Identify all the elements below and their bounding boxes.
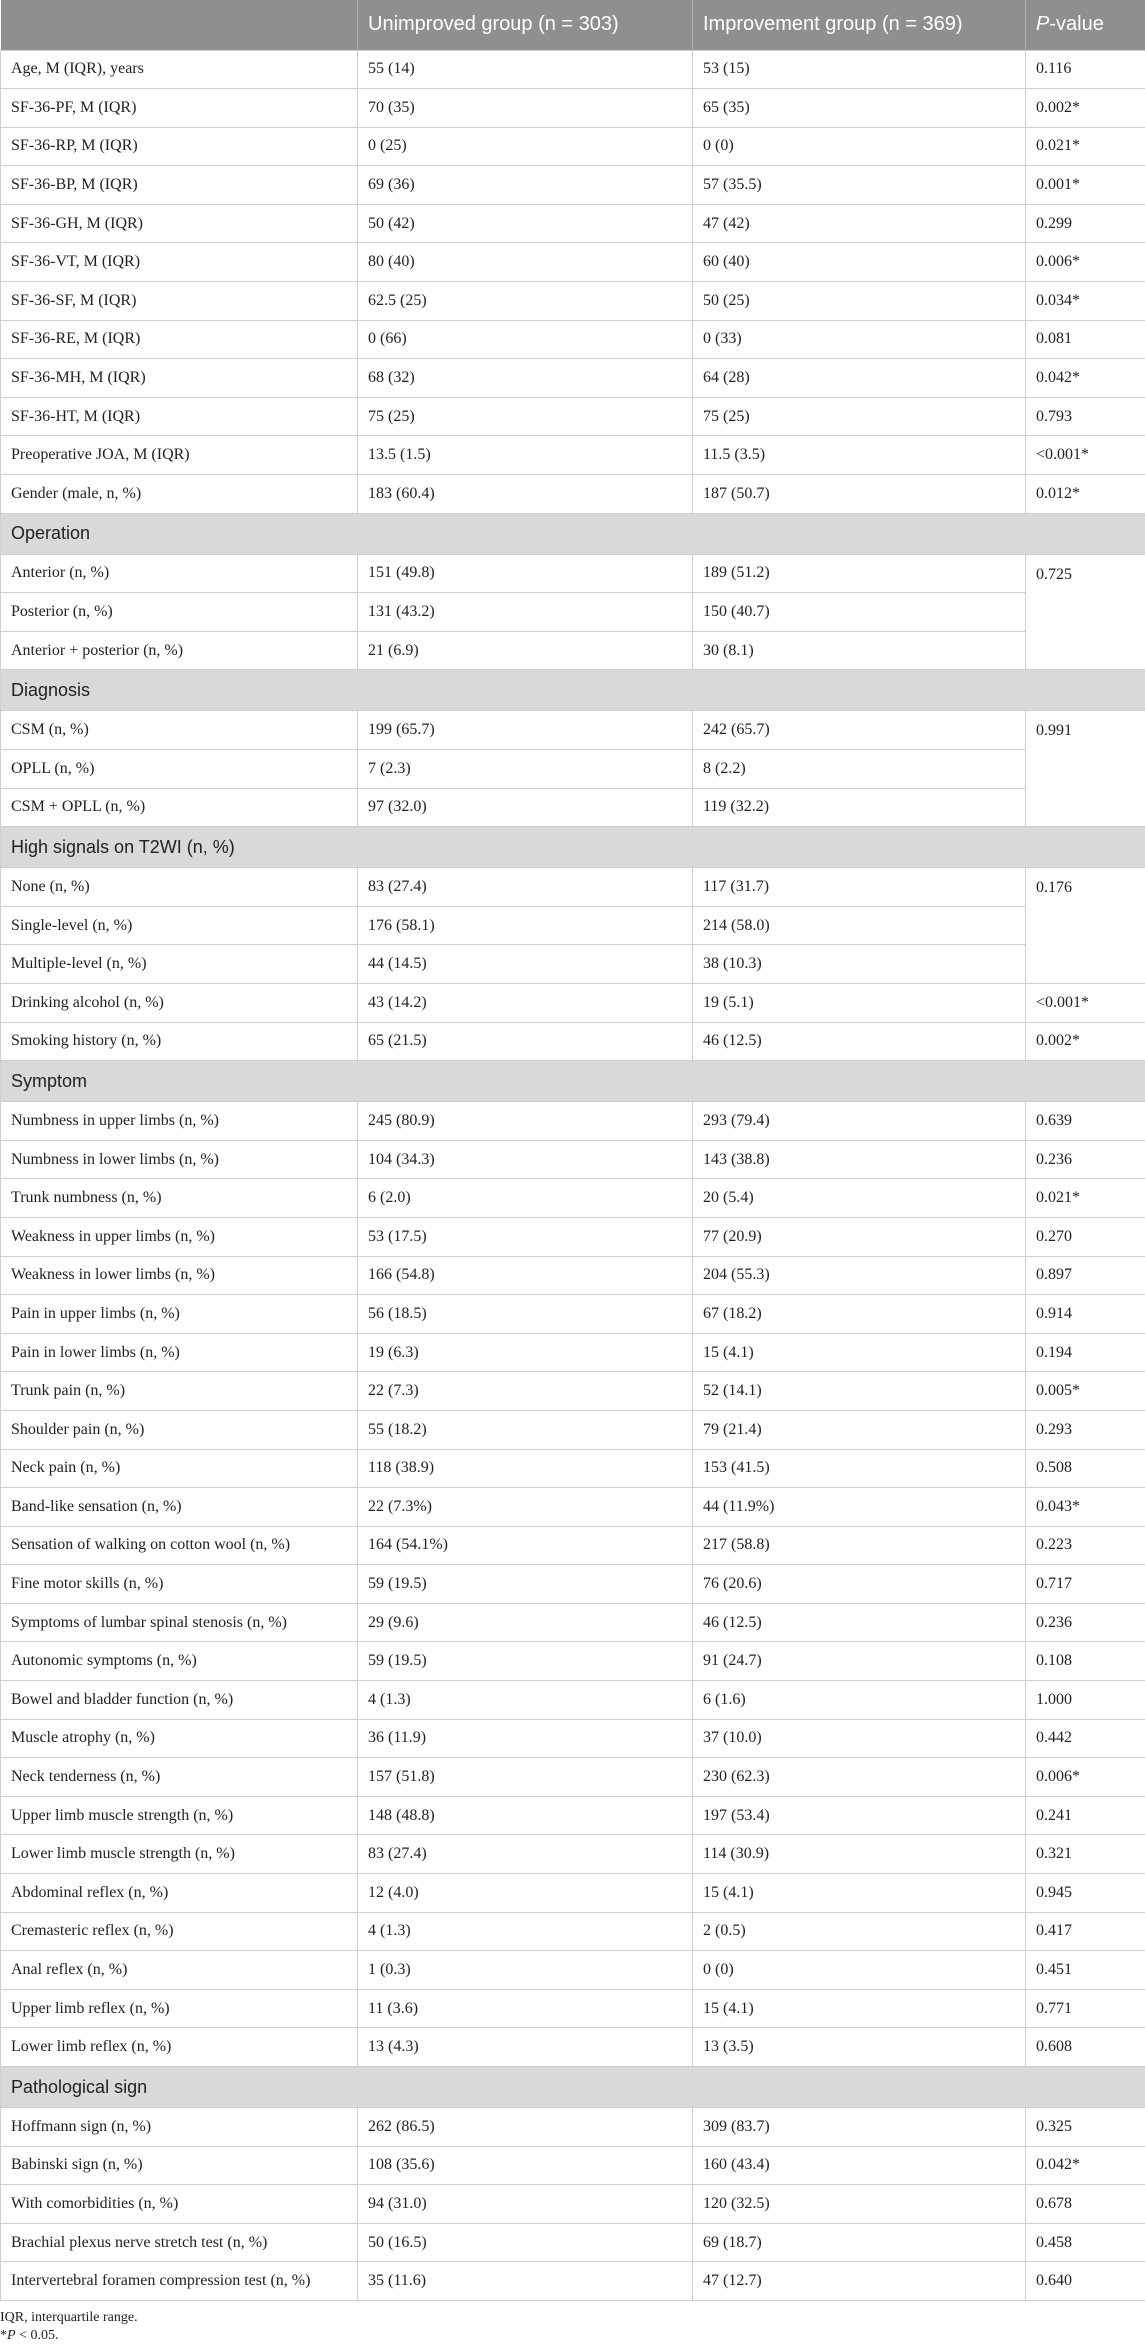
unimproved-value: 44 (14.5) <box>358 945 693 984</box>
table-row <box>1 1488 1145 1527</box>
unimproved-value: 56 (18.5) <box>358 1295 693 1334</box>
row-label: Neck pain (n, %) <box>1 1449 358 1488</box>
footnote-asterisk: * <box>0 2328 7 2343</box>
table-row <box>1 1179 1145 1218</box>
unimproved-value: 166 (54.8) <box>358 1256 693 1295</box>
p-value: 0.299 <box>1026 204 1145 243</box>
row-label: Band-like sensation (n, %) <box>1 1488 358 1527</box>
unimproved-value: 80 (40) <box>358 243 693 282</box>
improvement-value: 38 (10.3) <box>693 945 1026 984</box>
unimproved-value: 4 (1.3) <box>358 1681 693 1720</box>
unimproved-value: 59 (19.5) <box>358 1642 693 1681</box>
table-row <box>1 1758 1145 1797</box>
section-header-row <box>1 2067 1145 2108</box>
unimproved-value: 245 (80.9) <box>358 1102 693 1141</box>
row-label: Muscle atrophy (n, %) <box>1 1719 358 1758</box>
unimproved-value: 36 (11.9) <box>358 1719 693 1758</box>
row-label: Lower limb muscle strength (n, %) <box>1 1835 358 1874</box>
improvement-value: 52 (14.1) <box>693 1372 1026 1411</box>
unimproved-value: 0 (25) <box>358 127 693 166</box>
header-p-rest: -value <box>1049 13 1103 35</box>
table-row <box>1 2223 1145 2262</box>
section-header-row <box>1 670 1145 711</box>
row-label: Multiple-level (n, %) <box>1 945 358 984</box>
table-row <box>1 2262 1145 2301</box>
table-row <box>1 983 1145 1022</box>
p-value: 0.223 <box>1026 1526 1145 1565</box>
unimproved-value: 68 (32) <box>358 359 693 398</box>
header-p-value <box>1026 0 1145 50</box>
table-row <box>1 750 1145 789</box>
table-row <box>1 1333 1145 1372</box>
table-row <box>1 89 1145 128</box>
p-value: 0.021* <box>1026 127 1145 166</box>
row-label: Upper limb muscle strength (n, %) <box>1 1796 358 1835</box>
row-label: CSM (n, %) <box>1 711 358 750</box>
unimproved-value: 11 (3.6) <box>358 1989 693 2028</box>
unimproved-value: 7 (2.3) <box>358 750 693 789</box>
table-row <box>1 1372 1145 1411</box>
improvement-value: 153 (41.5) <box>693 1449 1026 1488</box>
table-row <box>1 475 1145 514</box>
row-label: Weakness in lower limbs (n, %) <box>1 1256 358 1295</box>
improvement-value: 76 (20.6) <box>693 1565 1026 1604</box>
p-value: 0.897 <box>1026 1256 1145 1295</box>
improvement-value: 117 (31.7) <box>693 868 1026 907</box>
p-value: 0.608 <box>1026 2028 1145 2067</box>
p-value: 0.042* <box>1026 2146 1145 2185</box>
row-label: Numbness in upper limbs (n, %) <box>1 1102 358 1141</box>
row-label: SF-36-GH, M (IQR) <box>1 204 358 243</box>
unimproved-value: 183 (60.4) <box>358 475 693 514</box>
improvement-value: 160 (43.4) <box>693 2146 1026 2185</box>
p-value: 0.006* <box>1026 1758 1145 1797</box>
improvement-value: 114 (30.9) <box>693 1835 1026 1874</box>
p-value: 0.002* <box>1026 1022 1145 1061</box>
unimproved-value: 97 (32.0) <box>358 788 693 827</box>
p-value: 0.417 <box>1026 1912 1145 1951</box>
improvement-value: 15 (4.1) <box>693 1874 1026 1913</box>
p-value: 0.945 <box>1026 1874 1145 1913</box>
row-label: Weakness in upper limbs (n, %) <box>1 1217 358 1256</box>
section-label: Pathological sign <box>1 2067 1145 2108</box>
table-row <box>1 1526 1145 1565</box>
table-row <box>1 1835 1145 1874</box>
table-row <box>1 359 1145 398</box>
p-value: 0.006* <box>1026 243 1145 282</box>
row-label: Anterior (n, %) <box>1 554 358 593</box>
row-label: Numbness in lower limbs (n, %) <box>1 1140 358 1179</box>
row-label: SF-36-HT, M (IQR) <box>1 397 358 436</box>
unimproved-value: 199 (65.7) <box>358 711 693 750</box>
row-label: Symptoms of lumbar spinal stenosis (n, %) <box>1 1603 358 1642</box>
row-label: Autonomic symptoms (n, %) <box>1 1642 358 1681</box>
table-row <box>1 166 1145 205</box>
unimproved-value: 35 (11.6) <box>358 2262 693 2301</box>
p-value: <0.001* <box>1026 983 1145 1022</box>
row-label: With comorbidities (n, %) <box>1 2185 358 2224</box>
table-row <box>1 1295 1145 1334</box>
section-label: Diagnosis <box>1 670 1145 711</box>
table-row <box>1 1796 1145 1835</box>
unimproved-value: 148 (48.8) <box>358 1796 693 1835</box>
table-row <box>1 1256 1145 1295</box>
improvement-value: 50 (25) <box>693 282 1026 321</box>
improvement-value: 0 (0) <box>693 1951 1026 1990</box>
table-row <box>1 788 1145 827</box>
table-row <box>1 397 1145 436</box>
improvement-value: 2 (0.5) <box>693 1912 1026 1951</box>
p-value: 0.717 <box>1026 1565 1145 1604</box>
p-value: 0.043* <box>1026 1488 1145 1527</box>
unimproved-value: 13.5 (1.5) <box>358 436 693 475</box>
p-value: 0.451 <box>1026 1951 1145 1990</box>
improvement-value: 15 (4.1) <box>693 1333 1026 1372</box>
p-value: 0.678 <box>1026 2185 1145 2224</box>
improvement-value: 37 (10.0) <box>693 1719 1026 1758</box>
p-value: <0.001* <box>1026 436 1145 475</box>
unimproved-value: 4 (1.3) <box>358 1912 693 1951</box>
p-value: 0.194 <box>1026 1333 1145 1372</box>
p-value: 0.042* <box>1026 359 1145 398</box>
row-label: Pain in lower limbs (n, %) <box>1 1333 358 1372</box>
row-label: Anterior + posterior (n, %) <box>1 631 358 670</box>
table-row <box>1 1102 1145 1141</box>
improvement-value: 20 (5.4) <box>693 1179 1026 1218</box>
table-row <box>1 711 1145 750</box>
p-value: 0.236 <box>1026 1603 1145 1642</box>
p-value: 0.012* <box>1026 475 1145 514</box>
row-label: Trunk pain (n, %) <box>1 1372 358 1411</box>
table-row <box>1 1874 1145 1913</box>
improvement-value: 150 (40.7) <box>693 593 1026 632</box>
table-row <box>1 1642 1145 1681</box>
unimproved-value: 12 (4.0) <box>358 1874 693 1913</box>
unimproved-value: 13 (4.3) <box>358 2028 693 2067</box>
improvement-value: 230 (62.3) <box>693 1758 1026 1797</box>
improvement-value: 197 (53.4) <box>693 1796 1026 1835</box>
row-label: SF-36-BP, M (IQR) <box>1 166 358 205</box>
footnote-p-italic: P <box>7 2328 16 2343</box>
p-value: 0.508 <box>1026 1449 1145 1488</box>
p-value: 0.442 <box>1026 1719 1145 1758</box>
row-label: Smoking history (n, %) <box>1 1022 358 1061</box>
row-label: None (n, %) <box>1 868 358 907</box>
improvement-value: 19 (5.1) <box>693 983 1026 1022</box>
unimproved-value: 55 (14) <box>358 50 693 89</box>
unimproved-value: 0 (66) <box>358 320 693 359</box>
unimproved-value: 65 (21.5) <box>358 1022 693 1061</box>
table-row <box>1 631 1145 670</box>
unimproved-value: 6 (2.0) <box>358 1179 693 1218</box>
table-footnotes <box>0 2301 1145 2345</box>
unimproved-value: 1 (0.3) <box>358 1951 693 1990</box>
row-label: Cremasteric reflex (n, %) <box>1 1912 358 1951</box>
p-value: 0.236 <box>1026 1140 1145 1179</box>
unimproved-value: 164 (54.1%) <box>358 1526 693 1565</box>
improvement-value: 65 (35) <box>693 89 1026 128</box>
footnote-p-rest: < 0.05. <box>16 2328 59 2343</box>
row-label: Shoulder pain (n, %) <box>1 1410 358 1449</box>
table-row <box>1 1951 1145 1990</box>
improvement-value: 47 (12.7) <box>693 2262 1026 2301</box>
improvement-value: 119 (32.2) <box>693 788 1026 827</box>
row-label: Preoperative JOA, M (IQR) <box>1 436 358 475</box>
unimproved-value: 59 (19.5) <box>358 1565 693 1604</box>
row-label: Anal reflex (n, %) <box>1 1951 358 1990</box>
p-value: 0.034* <box>1026 282 1145 321</box>
table-row <box>1 2028 1145 2067</box>
improvement-value: 15 (4.1) <box>693 1989 1026 2028</box>
improvement-value: 143 (38.8) <box>693 1140 1026 1179</box>
unimproved-value: 157 (51.8) <box>358 1758 693 1797</box>
row-label: Age, M (IQR), years <box>1 50 358 89</box>
row-label: Sensation of walking on cotton wool (n, %) <box>1 1526 358 1565</box>
table-header-row <box>1 0 1145 50</box>
improvement-value: 91 (24.7) <box>693 1642 1026 1681</box>
improvement-value: 44 (11.9%) <box>693 1488 1026 1527</box>
unimproved-value: 83 (27.4) <box>358 868 693 907</box>
improvement-value: 242 (65.7) <box>693 711 1026 750</box>
section-header-row <box>1 513 1145 554</box>
unimproved-value: 19 (6.3) <box>358 1333 693 1372</box>
unimproved-value: 21 (6.9) <box>358 631 693 670</box>
improvement-value: 69 (18.7) <box>693 2223 1026 2262</box>
unimproved-value: 69 (36) <box>358 166 693 205</box>
improvement-value: 46 (12.5) <box>693 1022 1026 1061</box>
table-row <box>1 1217 1145 1256</box>
improvement-value: 214 (58.0) <box>693 906 1026 945</box>
row-label: Neck tenderness (n, %) <box>1 1758 358 1797</box>
section-label: Operation <box>1 513 1145 554</box>
table-row <box>1 127 1145 166</box>
header-unimproved-group: Unimproved group (n = 303) <box>358 0 693 50</box>
unimproved-value: 94 (31.0) <box>358 2185 693 2224</box>
p-value: 0.081 <box>1026 320 1145 359</box>
table-row <box>1 1140 1145 1179</box>
row-label: Drinking alcohol (n, %) <box>1 983 358 1022</box>
unimproved-value: 151 (49.8) <box>358 554 693 593</box>
unimproved-value: 118 (38.9) <box>358 1449 693 1488</box>
row-label: Bowel and bladder function (n, %) <box>1 1681 358 1720</box>
p-value: 0.793 <box>1026 397 1145 436</box>
improvement-value: 47 (42) <box>693 204 1026 243</box>
unimproved-value: 22 (7.3) <box>358 1372 693 1411</box>
table-row <box>1 1603 1145 1642</box>
unimproved-value: 55 (18.2) <box>358 1410 693 1449</box>
table-row <box>1 1719 1145 1758</box>
row-label: Pain in upper limbs (n, %) <box>1 1295 358 1334</box>
p-value: 0.116 <box>1026 50 1145 89</box>
table-row <box>1 436 1145 475</box>
improvement-value: 57 (35.5) <box>693 166 1026 205</box>
improvement-value: 60 (40) <box>693 243 1026 282</box>
table-row <box>1 1912 1145 1951</box>
row-label: Trunk numbness (n, %) <box>1 1179 358 1218</box>
p-value: 0.914 <box>1026 1295 1145 1334</box>
p-value: 1.000 <box>1026 1681 1145 1720</box>
p-value: 0.293 <box>1026 1410 1145 1449</box>
p-value: 0.176 <box>1026 868 1145 984</box>
row-label: OPLL (n, %) <box>1 750 358 789</box>
improvement-value: 67 (18.2) <box>693 1295 1026 1334</box>
row-label: Upper limb reflex (n, %) <box>1 1989 358 2028</box>
row-label: SF-36-VT, M (IQR) <box>1 243 358 282</box>
table-row <box>1 593 1145 632</box>
p-value: 0.725 <box>1026 554 1145 670</box>
row-label: Abdominal reflex (n, %) <box>1 1874 358 1913</box>
improvement-value: 217 (58.8) <box>693 1526 1026 1565</box>
table-row <box>1 1410 1145 1449</box>
unimproved-value: 50 (42) <box>358 204 693 243</box>
table-row <box>1 2146 1145 2185</box>
improvement-value: 187 (50.7) <box>693 475 1026 514</box>
row-label: SF-36-SF, M (IQR) <box>1 282 358 321</box>
table-row <box>1 554 1145 593</box>
p-value: 0.639 <box>1026 1102 1145 1141</box>
unimproved-value: 70 (35) <box>358 89 693 128</box>
unimproved-value: 262 (86.5) <box>358 2108 693 2147</box>
unimproved-value: 131 (43.2) <box>358 593 693 632</box>
table-row <box>1 1449 1145 1488</box>
header-improvement-group: Improvement group (n = 369) <box>693 0 1026 50</box>
row-label: Intervertebral foramen compression test (n, %) <box>1 2262 358 2301</box>
row-label: Hoffmann sign (n, %) <box>1 2108 358 2147</box>
improvement-value: 8 (2.2) <box>693 750 1026 789</box>
improvement-value: 0 (33) <box>693 320 1026 359</box>
improvement-value: 30 (8.1) <box>693 631 1026 670</box>
improvement-value: 79 (21.4) <box>693 1410 1026 1449</box>
unimproved-value: 53 (17.5) <box>358 1217 693 1256</box>
table-row <box>1 243 1145 282</box>
unimproved-value: 176 (58.1) <box>358 906 693 945</box>
row-label: Brachial plexus nerve stretch test (n, %) <box>1 2223 358 2262</box>
table-row <box>1 50 1145 89</box>
section-header-row <box>1 827 1145 868</box>
row-label: Babinski sign (n, %) <box>1 2146 358 2185</box>
section-header-row <box>1 1061 1145 1102</box>
p-value: 0.321 <box>1026 1835 1145 1874</box>
improvement-value: 0 (0) <box>693 127 1026 166</box>
table-row <box>1 1681 1145 1720</box>
table-row <box>1 282 1145 321</box>
section-label: High signals on T2WI (n, %) <box>1 827 1145 868</box>
unimproved-value: 62.5 (25) <box>358 282 693 321</box>
p-value: 0.002* <box>1026 89 1145 128</box>
improvement-value: 64 (28) <box>693 359 1026 398</box>
table-row <box>1 320 1145 359</box>
table-row <box>1 1022 1145 1061</box>
improvement-value: 77 (20.9) <box>693 1217 1026 1256</box>
row-label: Posterior (n, %) <box>1 593 358 632</box>
row-label: SF-36-RE, M (IQR) <box>1 320 358 359</box>
section-label: Symptom <box>1 1061 1145 1102</box>
p-value: 0.270 <box>1026 1217 1145 1256</box>
p-value: 0.325 <box>1026 2108 1145 2147</box>
improvement-value: 120 (32.5) <box>693 2185 1026 2224</box>
table-row <box>1 868 1145 907</box>
unimproved-value: 108 (35.6) <box>358 2146 693 2185</box>
table-row <box>1 204 1145 243</box>
row-label: Fine motor skills (n, %) <box>1 1565 358 1604</box>
row-label: Single-level (n, %) <box>1 906 358 945</box>
unimproved-value: 50 (16.5) <box>358 2223 693 2262</box>
table-body <box>1 50 1145 2300</box>
p-value: 0.991 <box>1026 711 1145 827</box>
unimproved-value: 22 (7.3%) <box>358 1488 693 1527</box>
unimproved-value: 29 (9.6) <box>358 1603 693 1642</box>
row-label: Gender (male, n, %) <box>1 475 358 514</box>
p-value: 0.241 <box>1026 1796 1145 1835</box>
improvement-value: 204 (55.3) <box>693 1256 1026 1295</box>
p-value: 0.458 <box>1026 2223 1145 2262</box>
improvement-value: 6 (1.6) <box>693 1681 1026 1720</box>
row-label: SF-36-PF, M (IQR) <box>1 89 358 128</box>
footnote-iqr: IQR, interquartile range. <box>0 2309 1145 2327</box>
header-p-italic: P <box>1036 13 1049 35</box>
improvement-value: 189 (51.2) <box>693 554 1026 593</box>
row-label: SF-36-RP, M (IQR) <box>1 127 358 166</box>
p-value: 0.005* <box>1026 1372 1145 1411</box>
p-value: 0.640 <box>1026 2262 1145 2301</box>
p-value: 0.001* <box>1026 166 1145 205</box>
unimproved-value: 83 (27.4) <box>358 1835 693 1874</box>
p-value: 0.771 <box>1026 1989 1145 2028</box>
improvement-value: 293 (79.4) <box>693 1102 1026 1141</box>
header-variable <box>1 0 358 50</box>
table-row <box>1 945 1145 984</box>
unimproved-value: 75 (25) <box>358 397 693 436</box>
unimproved-value: 43 (14.2) <box>358 983 693 1022</box>
table-row <box>1 2108 1145 2147</box>
improvement-value: 309 (83.7) <box>693 2108 1026 2147</box>
table-row <box>1 906 1145 945</box>
row-label: SF-36-MH, M (IQR) <box>1 359 358 398</box>
row-label: Lower limb reflex (n, %) <box>1 2028 358 2067</box>
improvement-value: 75 (25) <box>693 397 1026 436</box>
p-value: 0.108 <box>1026 1642 1145 1681</box>
unimproved-value: 104 (34.3) <box>358 1140 693 1179</box>
footnote-significance <box>0 2327 1145 2345</box>
table-row <box>1 1989 1145 2028</box>
improvement-value: 53 (15) <box>693 50 1026 89</box>
p-value: 0.021* <box>1026 1179 1145 1218</box>
improvement-value: 13 (3.5) <box>693 2028 1026 2067</box>
table-row <box>1 1565 1145 1604</box>
table-row <box>1 2185 1145 2224</box>
improvement-value: 11.5 (3.5) <box>693 436 1026 475</box>
row-label: CSM + OPLL (n, %) <box>1 788 358 827</box>
improvement-value: 46 (12.5) <box>693 1603 1026 1642</box>
